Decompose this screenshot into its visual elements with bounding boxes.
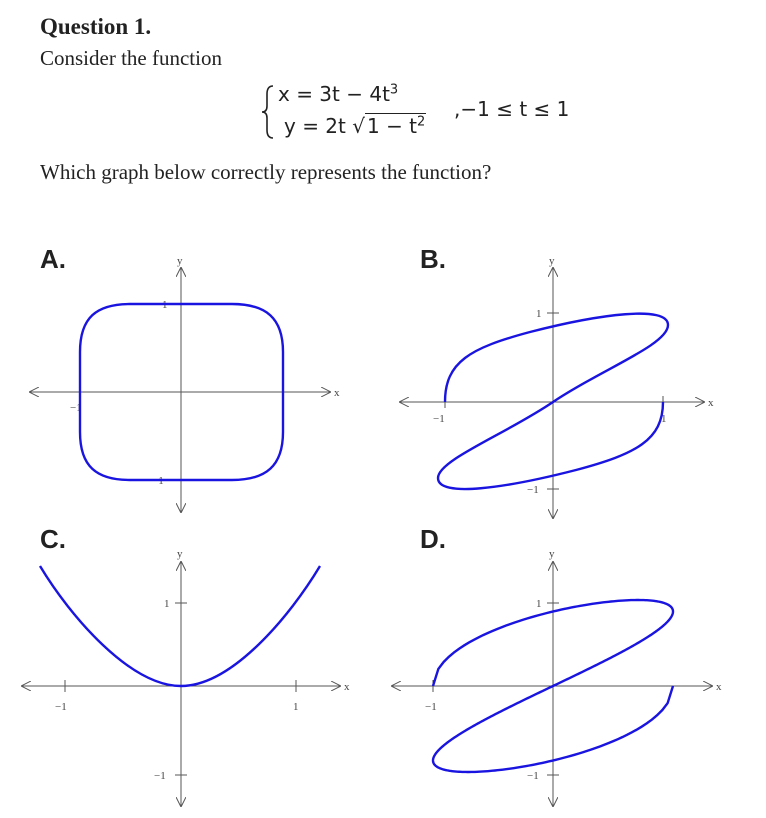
option-c-label[interactable]: C. bbox=[40, 524, 66, 554]
question-prompt: Which graph below correctly represents the function? bbox=[40, 160, 492, 184]
graph-d[interactable] bbox=[392, 548, 722, 806]
graph-c-curve bbox=[40, 566, 320, 686]
graph-b[interactable] bbox=[400, 255, 714, 518]
graph-d-tick-y-pos-label: 1 bbox=[536, 598, 542, 610]
option-b-label[interactable]: B. bbox=[420, 244, 446, 274]
graph-b-x-label: x bbox=[708, 397, 714, 409]
graph-c-y-label: y bbox=[177, 548, 183, 560]
parameter-condition: ,−1 ≤ t ≤ 1 bbox=[454, 97, 570, 121]
graph-d-tick-y-neg-label: −1 bbox=[527, 770, 539, 782]
graph-c[interactable] bbox=[22, 548, 350, 806]
graph-c-tick-y-neg-label: −1 bbox=[154, 770, 166, 782]
equation-x-exponent: 3 bbox=[389, 82, 399, 98]
graph-a[interactable] bbox=[30, 255, 340, 512]
graph-a-tick-x-neg-label: −1 bbox=[70, 402, 82, 414]
graph-a-tick-y-pos-label: 1 bbox=[162, 299, 168, 311]
graph-b-y-label: y bbox=[549, 255, 555, 267]
question-intro: Consider the function bbox=[40, 46, 222, 70]
graph-c-x-label: x bbox=[344, 681, 350, 693]
option-d-label[interactable]: D. bbox=[420, 524, 446, 554]
graph-a-x-label: x bbox=[334, 387, 340, 399]
equation-y-exponent: 2 bbox=[417, 114, 426, 130]
sqrt-symbol: √ $1 - t^2$ bbox=[352, 114, 426, 138]
equation-x-text: x = 3t − 4t bbox=[278, 82, 390, 106]
question-title: Question 1. bbox=[40, 14, 152, 39]
graph-d-x-label: x bbox=[716, 681, 722, 693]
graph-a-y-label: y bbox=[177, 255, 183, 267]
graph-a-tick-y-neg-label: −1 bbox=[152, 475, 164, 487]
equation-y-text: y = 2t bbox=[284, 114, 353, 138]
equation-y-radicand: 1 − t bbox=[366, 114, 418, 138]
graph-d-tick-x-neg-label: −1 bbox=[425, 701, 437, 713]
option-a-label[interactable]: A. bbox=[40, 244, 66, 274]
graph-b-tick-x-pos-label: 1 bbox=[661, 413, 667, 425]
graph-c-tick-x-pos-label: 1 bbox=[293, 701, 299, 713]
graph-b-tick-x-neg-label: −1 bbox=[433, 413, 445, 425]
graph-d-y-label: y bbox=[549, 548, 555, 560]
graph-b-tick-y-pos-label: 1 bbox=[536, 308, 542, 320]
graph-c-tick-x-neg-label: −1 bbox=[55, 701, 67, 713]
graph-c-tick-y-pos-label: 1 bbox=[164, 598, 170, 610]
graph-b-tick-y-neg-label: −1 bbox=[527, 484, 539, 496]
